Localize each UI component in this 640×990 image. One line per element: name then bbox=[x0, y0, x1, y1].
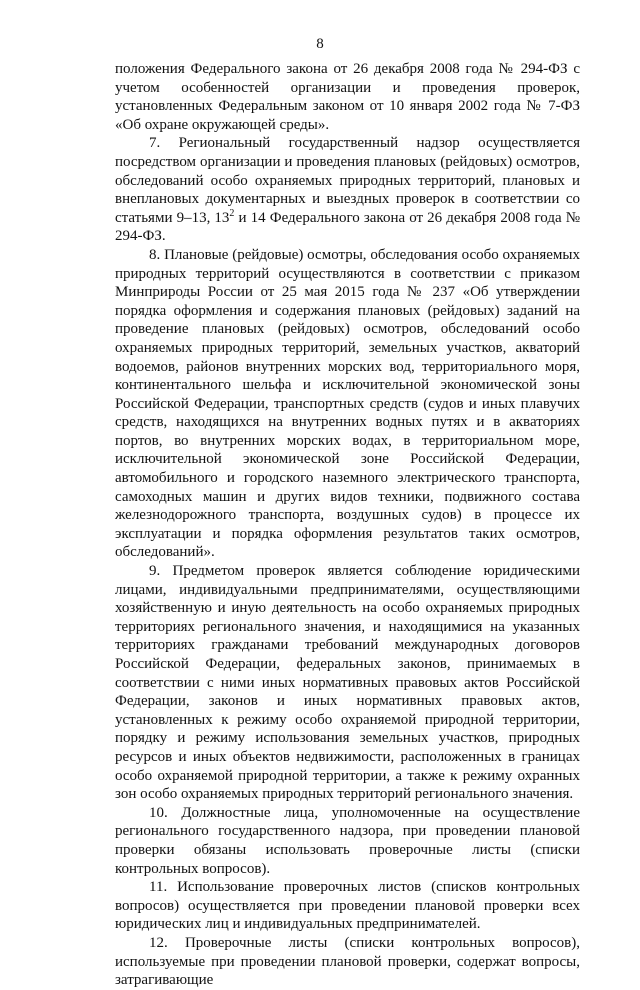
paragraph-9: 9. Предметом проверок является соблюдение юридическими лицами, индивидуальными предпринимателями, осуществляющими хозяйственную и иную деятельность на особо охраняемых природных территориях регионального значения, и находящимися на указанных территориях гражданами требований международных договоров Российской Федерации, федеральных законов, принимаемых в соответствии с ними иных нормативных правовых актов Российской Федерации, законов и иных нормативных правовых актов, установленных к режиму особо охраняемой природной территории, порядку и режиму использования земельных участков, природных ресурсов и иных объектов недвижимости, расположенных в границах особо охраняемой природной территории, а также к режиму охранных зон особо охраняемых природных территорий регионального значения. bbox=[115, 563, 580, 803]
paragraph-7-text: 7. Региональный государственный надзор осуществляется посредством организации и проведения плановых (рейдовых) осмотров, обследований особо охраняемых природных территорий, плановых и внеплановых документарных и выездных проверок в соответствии со статьями 9–13, 13 bbox=[115, 135, 580, 226]
paragraph-7-text-end: и 14 Федерального закона от 26 декабря 2008 года № 294-ФЗ. bbox=[115, 209, 581, 245]
paragraph-7 bbox=[115, 134, 580, 246]
paragraph-11: 11. Использование проверочных листов (списков контрольных вопросов) осуществляется при проведении плановой проверки всех юридических лиц и индивидуальных предпринимателей. bbox=[115, 879, 580, 933]
paragraph-12: 12. Проверочные листы (списки контрольных вопросов), используемые при проведении плановой проверки, содержат вопросы, затрагивающие bbox=[115, 934, 580, 989]
superscript: 2 bbox=[229, 207, 235, 219]
paragraph-continuation: положения Федерального закона от 26 декабря 2008 года № 294-ФЗ с учетом особенностей организации и проведения проверок, установленных Федеральным законом от 10 января 2002 года № 7-ФЗ «Об охране окружающей среды». bbox=[115, 61, 580, 133]
paragraph-10: 10. Должностные лица, уполномоченные на осуществление регионального государственного надзора, при проведении плановой проверки обязаны использовать проверочные листы (списки контрольных вопросов). bbox=[115, 804, 580, 877]
page-number: 8 bbox=[316, 36, 324, 52]
paragraph-8: 8. Плановые (рейдовые) осмотры, обследования особо охраняемых природных территорий осуществляются в соответствии с приказом Минприроды России от 25 мая 2015 года № 237 «Об утверждении порядка оформления и содержания плановых (рейдовых) заданий на проведение плановых (рейдовых) осмотров, обследований особо охраняемых природных территорий, земельных участков, акваторий водоемов, районов внутренних морских вод, территориального моря, континентального шельфа и исключительной экономической зоны Российской Федерации, транспортных средств (судов и иных плавучих средств, находящихся на внутренних водных путях и в акваториях портов, во внутренних морских водах, в территориальном море, исключительной экономической зоне Российской Федерации, автомобильного и городского наземного электрического транспорта, самоходных машин и других видов техники, подвижного состава железнодорожного транспорта, воздушных судов) в процессе их эксплуатации и порядка оформления результатов таких осмотров, обследований». bbox=[115, 246, 580, 561]
document-body bbox=[115, 60, 580, 990]
